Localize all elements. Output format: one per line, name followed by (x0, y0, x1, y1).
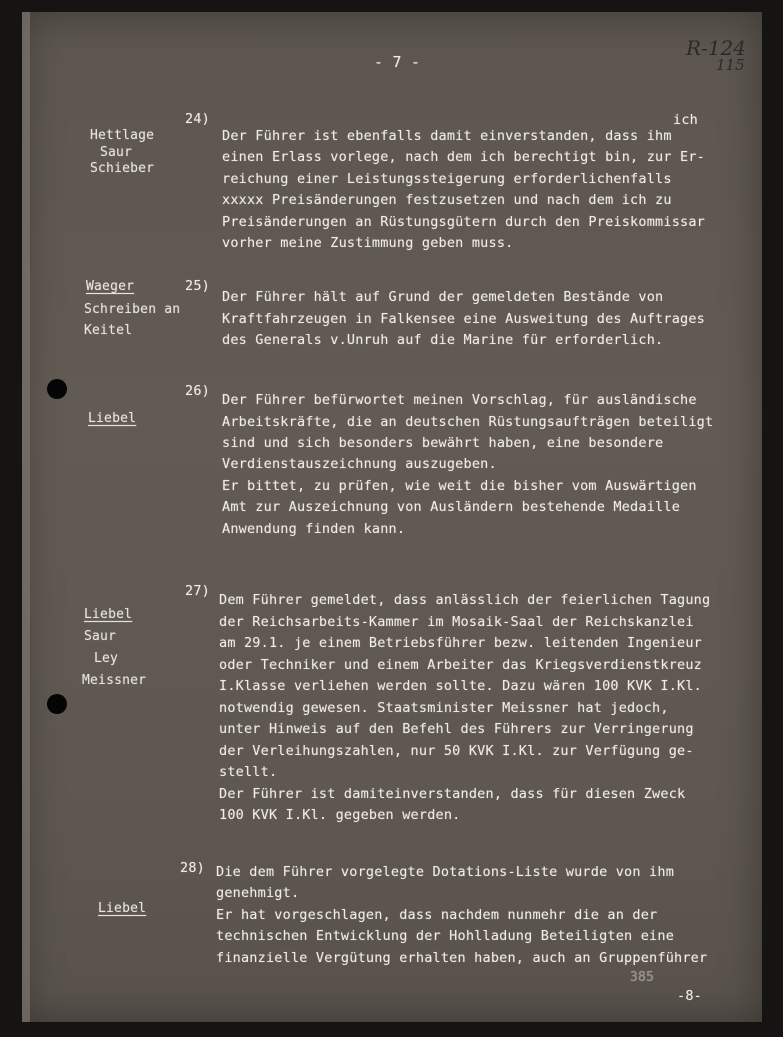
margin-name: Meissner (82, 673, 147, 688)
margin-name: Liebel (98, 901, 147, 916)
text-line: Verdienstauszeichnung auszugeben. (222, 456, 497, 472)
superscript-word: ich (673, 112, 698, 128)
item-number-26: 26) (185, 383, 210, 399)
margin-name: Liebel (88, 411, 137, 426)
text-line: Kraftfahrzeugen in Falkensee eine Ausweitung des Auftrages (222, 311, 706, 327)
text-line: Anwendung finden kann. (222, 521, 406, 537)
item-number-25: 25) (185, 278, 210, 294)
item-number-28: 28) (180, 860, 205, 876)
text-line: oder Techniker und einem Arbeiter das Kriegsverdienstkreuz (219, 657, 703, 673)
text-line: Er bittet, zu prüfen, wie weit die bisher vom Auswärtigen (222, 478, 697, 494)
margin-name: Hettlage (90, 128, 155, 143)
text-line: technischen Entwicklung der Hohlladung Beteiligten eine (216, 928, 675, 944)
page-number: - 7 - (374, 53, 421, 71)
text-line: unter Hinweis auf den Befehl des Führers zur Verringerung (219, 721, 694, 737)
margin-name: Schieber (90, 161, 155, 176)
archive-ref-2: 115 (716, 56, 745, 74)
stamp-number: 385 (630, 970, 655, 985)
text-line: 100 KVK I.Kl. gegeben werden. (219, 807, 461, 823)
punch-hole-top (47, 379, 67, 399)
archive-ref-1: R-124 (686, 36, 746, 60)
text-line: Der Führer ist damiteinverstanden, dass für diesen Zweck (219, 786, 686, 802)
text-line: Der Führer hält auf Grund der gemeldeten Bestände von (222, 289, 664, 305)
document-page (22, 12, 762, 1022)
text-line: der Reichsarbeits-Kammer im Mosaik-Saal der Reichskanzlei (219, 614, 694, 630)
text-line: des Generals v.Unruh auf die Marine für erforderlich. (222, 332, 664, 348)
text-line: I.Klasse verliehen werden sollte. Dazu wären 100 KVK I.Kl. (219, 678, 703, 694)
margin-name: Keitel (84, 323, 133, 338)
text-line: genehmigt. (216, 885, 300, 901)
text-line: notwendig gewesen. Staatsminister Meissner hat jedoch, (219, 700, 669, 716)
item-number-24: 24) (185, 111, 210, 127)
text-line: Amt zur Auszeichnung von Ausländern bestehende Medaille (222, 499, 681, 515)
text-line: am 29.1. je einem Betriebsführer bezw. leitenden Ingenieur (219, 635, 703, 651)
margin-name: Saur (84, 629, 117, 644)
text-line: reichung einer Leistungssteigerung erforderlichenfalls (222, 171, 672, 187)
margin-name: Liebel (84, 607, 133, 622)
text-line: einen Erlass vorlege, nach dem ich berechtigt bin, zur Er- (222, 149, 706, 165)
text-line: der Verleihungszahlen, nur 50 KVK I.Kl. zur Verfügung ge- (219, 743, 694, 759)
text-line: Preisänderungen an Rüstungsgütern durch den Preiskommissar (222, 214, 706, 230)
text-line: Der Führer befürwortet meinen Vorschlag, für ausländische (222, 392, 697, 408)
item-number-27: 27) (185, 583, 210, 599)
text-line: Dem Führer gemeldet, dass anlässlich der feierlichen Tagung (219, 592, 711, 608)
text-line: sind und sich besonders bewährt haben, eine besondere (222, 435, 664, 451)
margin-name: Schreiben an (84, 302, 181, 317)
text-line: vorher meine Zustimmung geben muss. (222, 235, 514, 251)
paper-edge (22, 12, 30, 1022)
margin-name: Saur (100, 145, 133, 160)
text-line: Der Führer ist ebenfalls damit einverstanden, dass ihm (222, 128, 672, 144)
text-line: Die dem Führer vorgelegte Dotations-Liste wurde von ihm (216, 864, 675, 880)
margin-name: Ley (94, 651, 119, 666)
margin-name: Waeger (86, 279, 135, 294)
next-page-marker: -8- (677, 988, 702, 1004)
text-line: finanzielle Vergütung erhalten haben, auch an Gruppenführer (216, 950, 708, 966)
text-line: stellt. (219, 764, 278, 780)
text-line: Er hat vorgeschlagen, dass nachdem nunmehr die an der (216, 907, 658, 923)
text-line: xxxxx Preisänderungen festzusetzen und nach dem ich zu (222, 192, 672, 208)
text-line: Arbeitskräfte, die an deutschen Rüstungsaufträgen beteiligt (222, 414, 714, 430)
punch-hole-bottom (47, 694, 67, 714)
